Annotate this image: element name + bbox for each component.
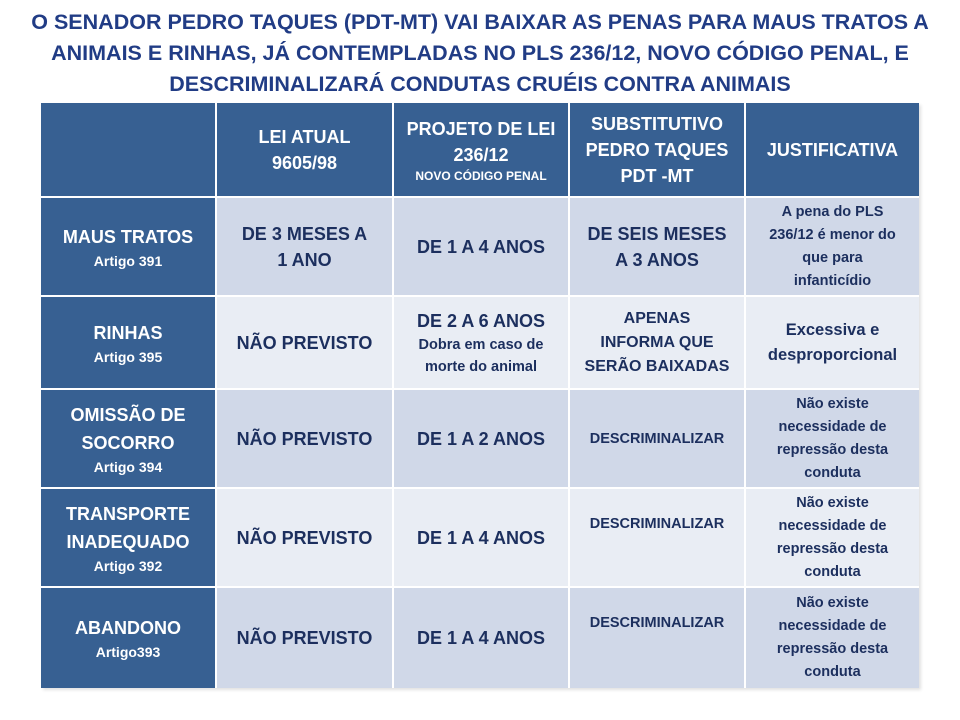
row-label: OMISSÃO DE SOCORRO [70, 404, 186, 453]
header-lei-atual-label: LEI ATUAL 9605/98 [258, 126, 351, 173]
row-label-cell [41, 489, 215, 586]
substitutivo-cell [570, 198, 744, 295]
substitutivo-value: DESCRIMINALIZAR [589, 516, 725, 532]
substitutivo-cell [570, 588, 744, 688]
row-label: TRANSPORTE INADEQUADO [65, 503, 190, 552]
justificativa-cell [746, 489, 919, 586]
row-label: RINHAS [93, 322, 163, 343]
projeto-note: Dobra em caso de morte do animal [418, 336, 544, 375]
substitutivo-cell [570, 489, 744, 586]
substitutivo-value: APENAS INFORMA QUE SERÃO BAIXADAS [584, 309, 730, 375]
projeto-value: DE 1 A 4 ANOS [416, 628, 546, 648]
justificativa-value: Não existe necessidade de repressão desta conduta [776, 395, 889, 481]
header-lei-atual-cell [217, 103, 392, 196]
lei-atual-value: DE 3 MESES A 1 ANO [241, 223, 368, 270]
row-label-cell [41, 390, 215, 487]
lei-atual-value: NÃO PREVISTO [236, 527, 373, 548]
justificativa-cell [746, 588, 919, 688]
row-article: Artigo 394 [93, 458, 163, 475]
projeto-cell [394, 489, 568, 586]
row-article: Artigo393 [95, 644, 161, 660]
projeto-cell [394, 198, 568, 295]
header-substitutivo-cell [570, 103, 744, 196]
header-corner-cell [41, 103, 215, 196]
substitutivo-value: DESCRIMINALIZAR [589, 615, 725, 631]
header-projeto-cell [394, 103, 568, 196]
header-justificativa-cell [746, 103, 919, 196]
justificativa-value: Não existe necessidade de repressão desta conduta [776, 595, 889, 680]
justificativa-cell [746, 198, 919, 295]
row-label: MAUS TRATOS [62, 226, 194, 247]
row-article: Artigo 392 [93, 557, 163, 574]
lei-atual-cell [217, 297, 392, 388]
lei-atual-value: NÃO PREVISTO [236, 332, 373, 353]
lei-atual-cell [217, 588, 392, 688]
lei-atual-cell [217, 390, 392, 487]
header-projeto-label: PROJETO DE LEI 236/12 [406, 118, 556, 165]
projeto-value: DE 1 A 4 ANOS [416, 236, 546, 257]
justificativa-value: A pena do PLS 236/12 é menor do que para infanticídio [769, 203, 896, 289]
lei-atual-value: NÃO PREVISTO [236, 628, 373, 648]
row-article: Artigo 391 [93, 252, 163, 269]
row-article: Artigo 395 [93, 348, 163, 365]
row-label: ABANDONO [75, 618, 181, 638]
justificativa-cell [746, 390, 919, 487]
justificativa-cell [746, 297, 919, 388]
justificativa-value: Não existe necessidade de repressão desta conduta [776, 494, 889, 580]
lei-atual-cell [217, 489, 392, 586]
projeto-value: DE 1 A 4 ANOS [416, 527, 546, 548]
substitutivo-cell [570, 390, 744, 487]
projeto-cell [394, 297, 568, 388]
justificativa-value: Excessiva e desproporcional [767, 320, 898, 364]
penalty-comparison-table [41, 103, 919, 688]
substitutivo-value: DESCRIMINALIZAR [589, 430, 725, 447]
lei-atual-value: NÃO PREVISTO [236, 428, 373, 449]
projeto-cell [394, 588, 568, 688]
substitutivo-value: DE SEIS MESES A 3 ANOS [587, 223, 727, 270]
slide-title: O SENADOR PEDRO TAQUES (PDT-MT) VAI BAIXAR AS PENAS PARA MAUS TRATOS A ANIMAIS E RINHAS, JÁ CONTEMPLADAS NO PLS 236/12, NOVO CÓDIGO PENAL, E DESCRIMINALIZARÁ CONDUTAS CRUÉIS CONTRA ANIMAIS [31, 10, 929, 96]
row-label-cell [41, 297, 215, 388]
projeto-cell [394, 390, 568, 487]
row-label-cell [41, 198, 215, 295]
header-justificativa-label: JUSTIFICATIVA [766, 139, 899, 160]
row-label-cell [41, 588, 215, 688]
header-projeto-sublabel: NOVO CÓDIGO PENAL [415, 168, 547, 183]
lei-atual-cell [217, 198, 392, 295]
projeto-value: DE 2 A 6 ANOS [416, 310, 546, 331]
projeto-value: DE 1 A 2 ANOS [416, 428, 546, 449]
header-substitutivo-label: SUBSTITUTIVO PEDRO TAQUES PDT -MT [585, 113, 729, 186]
substitutivo-cell [570, 297, 744, 388]
